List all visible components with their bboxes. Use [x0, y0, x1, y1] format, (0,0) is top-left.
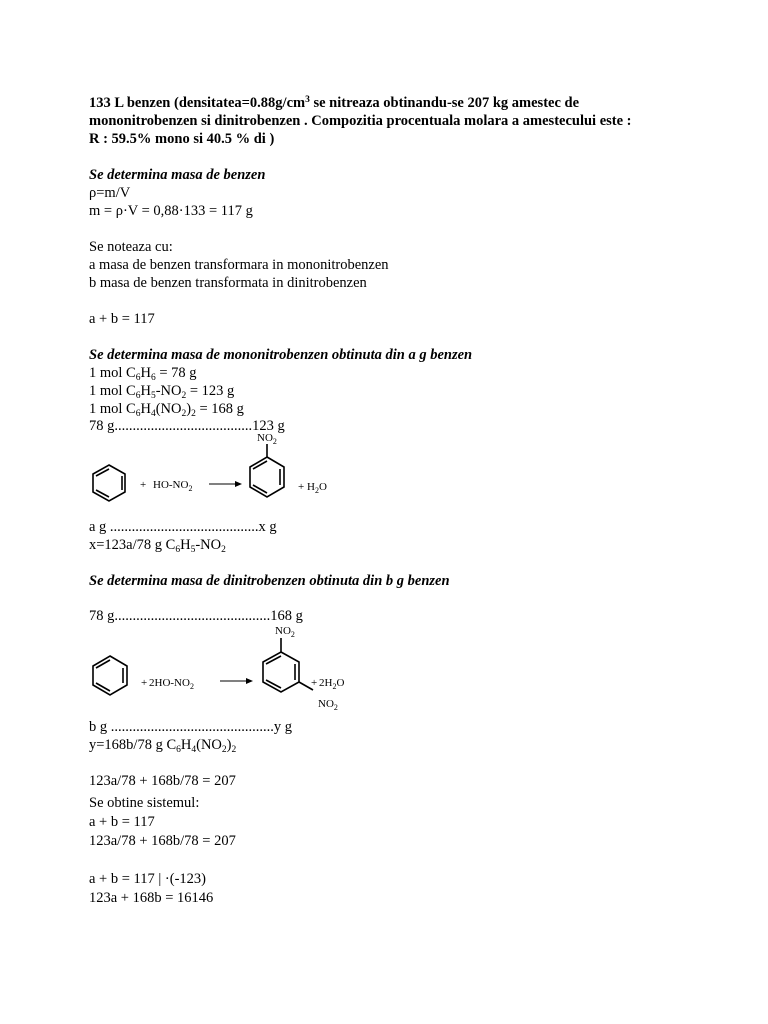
molar-mass-mononitro	[89, 382, 234, 400]
section-heading-mononitro: Se determina masa de mononitrobenzen obtinuta din a g benzen	[89, 347, 473, 363]
superscript: 3	[305, 95, 310, 105]
subscript: 2	[181, 391, 187, 401]
density-formula: ρ=m/V	[89, 185, 131, 201]
problem-text: 133 L benzen (densitatea=0.88g/cm	[89, 95, 306, 111]
mass-balance-equation: 123a/78 + 168b/78 = 207	[89, 773, 236, 789]
subscript: 6	[135, 391, 141, 401]
reaction-arrow	[209, 481, 242, 487]
formula-part: H	[140, 383, 151, 399]
formula-part: -NO	[195, 537, 222, 553]
formula-part: 1 mol C	[89, 365, 136, 381]
notation-intro: Se noteaza cu:	[89, 239, 173, 255]
ratio-top-1: 78 g......................................123 g	[89, 418, 285, 434]
benzene-ring	[93, 465, 125, 501]
nitro-group-bottom: $NO_2$	[318, 698, 338, 712]
nitration-reaction-scheme	[89, 432, 349, 522]
formula-part: (NO	[155, 401, 182, 417]
ratio-top-2: 78 g...........................................168 g	[89, 608, 303, 624]
section-heading-benzene-mass: Se determina masa de benzen	[89, 167, 266, 183]
water-product: $H_2O$	[307, 481, 327, 495]
reagent-nitric-acid: $2HO-NO_2$	[149, 677, 194, 691]
problem-text: se nitreaza obtinandu-se 207 kg amestec de	[309, 95, 580, 111]
dinitrobenzene-ring	[263, 638, 313, 692]
system-intro: Se obtine sistemul:	[89, 795, 200, 811]
subscript: 2	[191, 409, 196, 419]
dinitration-reaction-scheme	[89, 622, 379, 718]
subscript: 2	[221, 745, 227, 755]
section-heading-dinitro: Se determina masa de dinitrobenzen obtinuta din b g benzen	[89, 573, 450, 589]
nitro-group-top: $NO_2$	[275, 625, 295, 639]
notation-b: b masa de benzen transformata in dinitrobenzen	[89, 275, 367, 291]
formula-part: = 78 g	[155, 365, 197, 381]
subscript: 6	[150, 373, 156, 383]
molar-mass-dinitro	[89, 400, 244, 418]
result-x	[89, 536, 226, 554]
nitro-group: $NO_2$	[257, 432, 277, 446]
molar-mass-benzene	[89, 364, 197, 382]
subscript: 6	[176, 745, 181, 755]
formula-part: H	[180, 737, 192, 753]
system-equation-4: 123a + 168b = 16146	[89, 890, 214, 906]
result-y	[89, 736, 236, 754]
formula-part: H	[140, 365, 151, 381]
plus-sign: +	[298, 481, 305, 493]
reaction-arrow	[220, 678, 253, 684]
plus-sign: +	[141, 677, 148, 689]
ratio-bottom-1: a g .........................................x g	[89, 519, 277, 535]
subscript: 2	[181, 409, 187, 419]
problem-line-1	[89, 94, 579, 112]
subscript: 6	[175, 545, 181, 555]
formula-part: (NO	[196, 737, 222, 753]
plus-sign: +	[140, 479, 147, 491]
plus-sign: +	[311, 677, 318, 689]
subscript: 4	[150, 409, 156, 419]
subscript: 5	[190, 545, 196, 555]
water-product: $2H_2O$	[319, 677, 345, 691]
subscript: 6	[135, 409, 141, 419]
formula-part: x=123a/78 g C	[89, 537, 176, 553]
problem-line-2: mononitrobenzen si dinitrobenzen . Compozitia procentuala molara a amestecului este :	[89, 113, 632, 129]
system-equation-3: a + b = 117 | ·(-123)	[89, 871, 206, 887]
problem-line-3: R : 59.5% mono si 40.5 % di )	[89, 131, 275, 147]
formula-part: -NO	[155, 383, 182, 399]
subscript: 5	[150, 391, 156, 401]
formula-part: )	[226, 737, 232, 753]
formula-part: y=168b/78 g C	[89, 737, 177, 753]
subscript: 2	[221, 545, 226, 555]
formula-part: 1 mol C	[89, 401, 136, 417]
subscript: 6	[135, 373, 141, 383]
nitrobenzene-ring	[250, 444, 284, 497]
formula-part: 1 mol C	[89, 383, 136, 399]
formula-part: H	[140, 401, 151, 417]
formula-part: )	[186, 401, 192, 417]
formula-part: = 168 g	[195, 401, 244, 417]
subscript: 2	[231, 745, 237, 755]
system-equation-2: 123a/78 + 168b/78 = 207	[89, 833, 236, 849]
mass-formula: m = ρ·V = 0,88·133 = 117 g	[89, 203, 253, 219]
formula-part: = 123 g	[186, 383, 235, 399]
ratio-bottom-2: b g .............................................y g	[89, 719, 292, 735]
formula-part: H	[180, 537, 191, 553]
benzene-ring	[93, 656, 127, 695]
subscript: 4	[191, 745, 197, 755]
notation-a: a masa de benzen transformara in mononitrobenzen	[89, 257, 389, 273]
sum-equation: a + b = 117	[89, 311, 155, 327]
system-equation-1: a + b = 117	[89, 814, 155, 830]
reagent-nitric-acid: $HO-NO_2$	[153, 479, 193, 493]
